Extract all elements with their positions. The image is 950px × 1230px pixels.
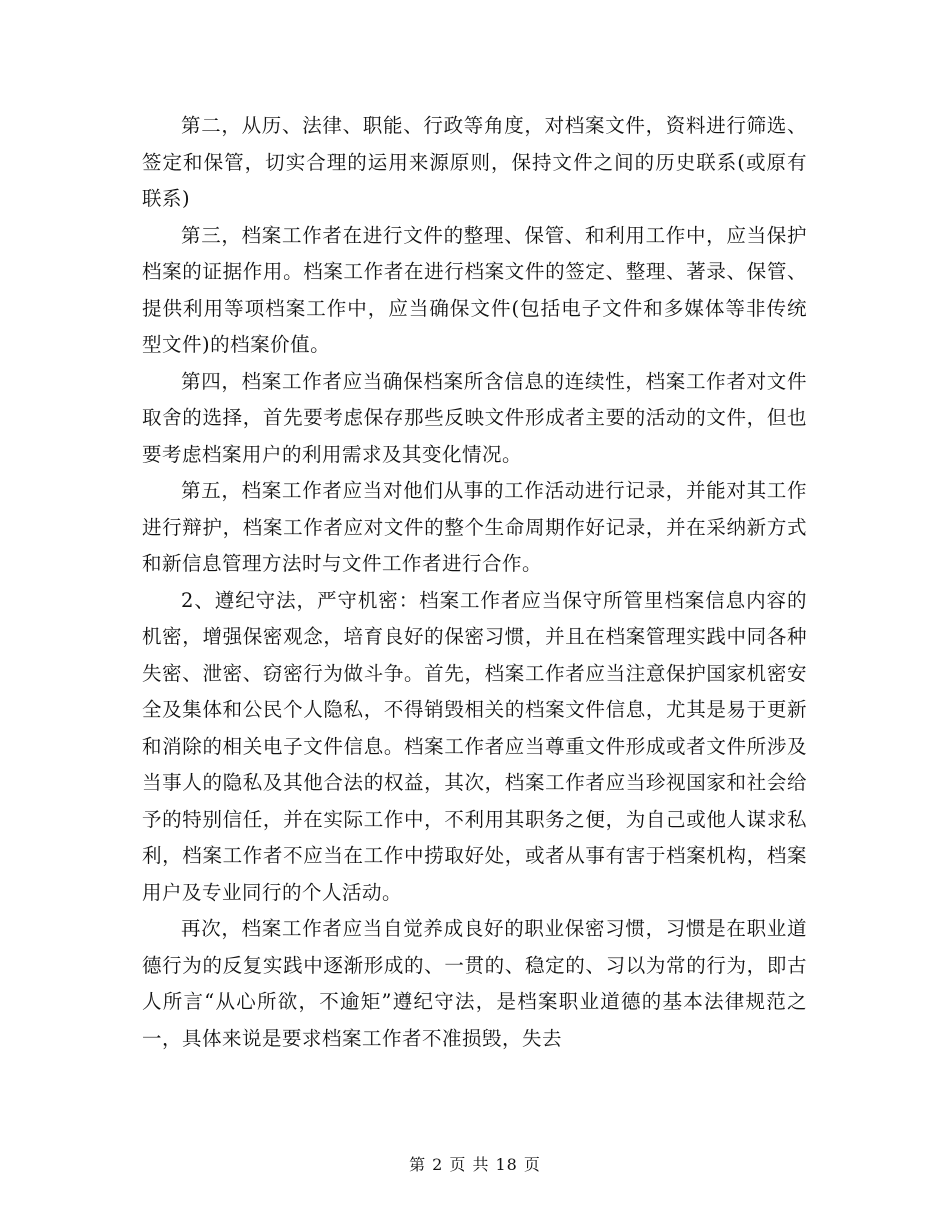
- paragraph-habits: 再次，档案工作者应当自觉养成良好的职业保密习惯，习惯是在职业道德行为的反复实践中逐渐形成的、一贯的、稳定的、习以为常的行为，即古人所言“从心所欲，不逾矩”遵纪守法，是档案职业道德的基本法律规范之一，具体来说是要求档案工作者不准损毁，失去: [142, 917, 807, 1050]
- footer-prefix: 第: [409, 1155, 427, 1174]
- footer-suffix: 页: [523, 1155, 541, 1174]
- paragraph-confidentiality: 2、遵纪守法，严守机密：档案工作者应当保守所管里档案信息内容的机密，增强保密观念，培育良好的保密习惯，并且在档案管理实践中同各种失密、泄密、窃密行为做斗争。首先，档案工作者应当注意保护国家机密安全及集体和公民个人隐私，不得销毁相关的档案文件信息，尤其是易于更新和消除的相关电子文件信息。档案工作者应当尊重文件形成或者文件所涉及当事人的隐私及其他合法的权益，其次，档案工作者应当珍视国家和社会给予的特别信任，并在实际工作中，不利用其职务之便，为自己或他人谋求私利，档案工作者不应当在工作中捞取好处，或者从事有害于档案机构，档案用户及专业同行的个人活动。: [142, 588, 807, 904]
- document-body: [142, 108, 807, 1057]
- footer-total-pages: 18: [495, 1155, 518, 1174]
- paragraph-third: 第三，档案工作者在进行文件的整理、保管、和利用工作中，应当保护档案的证据作用。档案工作者在进行档案文件的签定、整理、著录、保管、提供利用等项档案工作中，应当确保文件(包括电子文件和多媒体等非传统型文件)的档案价值。: [142, 223, 807, 356]
- paragraph-fourth: 第四，档案工作者应当确保档案所含信息的连续性，档案工作者对文件取舍的选择，首先要考虑保存那些反映文件形成者主要的活动的文件，但也要考虑档案用户的利用需求及其变化情况。: [142, 369, 807, 466]
- footer-page-number: 2: [432, 1155, 444, 1174]
- page-footer: [0, 1152, 950, 1175]
- paragraph-fifth: 第五，档案工作者应当对他们从事的工作活动进行记录，并能对其工作进行辩护，档案工作者应对文件的整个生命周期作好记录，并在采纳新方式和新信息管理方法时与文件工作者进行合作。: [142, 479, 807, 575]
- paragraph-second: 第二，从历、法律、职能、行政等角度，对档案文件，资料进行筛选、签定和保管，切实合理的运用来源原则，保持文件之间的历史联系(或原有联系): [142, 114, 807, 210]
- footer-middle: 页 共: [449, 1155, 490, 1174]
